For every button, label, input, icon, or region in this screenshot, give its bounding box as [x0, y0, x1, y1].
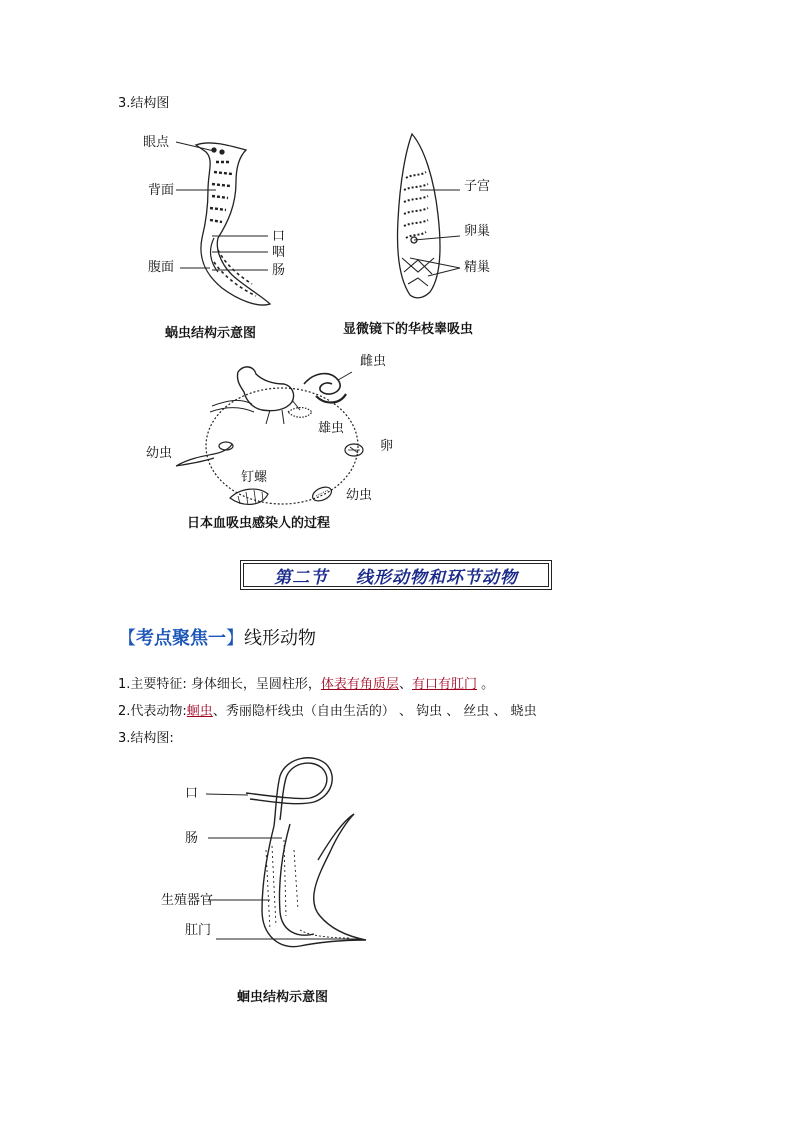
label-belly: 腹面: [148, 260, 175, 275]
section-title-box: [240, 560, 552, 590]
label-female: 雌虫: [360, 354, 387, 369]
label-male: 雄虫: [318, 421, 345, 436]
features-sep: 、: [398, 677, 412, 692]
label-pharynx: 咽: [272, 245, 286, 260]
heading-keyword: 考点聚焦一: [136, 628, 226, 649]
heading-bracket-open: 【: [118, 628, 136, 649]
features-end: 。: [476, 677, 495, 692]
focus-heading: [118, 628, 316, 650]
label-larva-right: 幼虫: [346, 488, 373, 503]
label-egg: 卵: [380, 439, 394, 454]
label-mouth: 口: [272, 229, 286, 244]
label-snail: 钉螺: [241, 470, 268, 485]
life-cycle-drawing: [0, 0, 794, 560]
rep-prefix: 2.代表动物:: [118, 704, 187, 719]
label-ovary: 卵巢: [464, 224, 491, 239]
features-prefix: 1.主要特征: 身体细长，呈圆柱形，: [118, 677, 321, 692]
label-intestine: 肠: [272, 263, 286, 278]
item-representatives: [118, 704, 537, 720]
rep-rest: 、秀丽隐杆线虫（自由生活的） 、 钩虫 、 丝虫 、 蛲虫: [212, 704, 537, 719]
label-back: 背面: [148, 183, 175, 198]
label-larva-left: 幼虫: [146, 446, 173, 461]
features-underline-1: 体表有角质层: [320, 677, 399, 692]
caption-roundworm: 蛔虫结构示意图: [237, 990, 329, 1005]
figure-roundworm: [0, 740, 794, 1020]
rep-underline-1: 蛔虫: [186, 704, 213, 719]
structure-heading: 3.结构图: [118, 96, 170, 111]
label-rw-anus: 肛门: [185, 923, 212, 938]
label-rw-intestine: 肠: [185, 831, 199, 846]
heading-topic: 线形动物: [244, 628, 316, 649]
item-features: [118, 677, 494, 693]
item-structure: 3.结构图:: [118, 731, 174, 746]
heading-bracket-close: 】: [226, 628, 244, 649]
caption-liver-fluke: 显微镜下的华枝睾吸虫: [343, 322, 474, 337]
label-rw-reproductive: 生殖器官: [161, 893, 214, 908]
caption-planarian: 蜗虫结构示意图: [165, 326, 257, 341]
label-rw-mouth: 口: [185, 786, 199, 801]
figure-life-cycle: [0, 0, 794, 560]
label-uterus: 子宫: [464, 179, 491, 194]
label-eyespot: 眼点: [143, 135, 170, 150]
caption-life-cycle: 日本血吸虫感染人的过程: [187, 516, 331, 531]
label-testis: 精巢: [464, 260, 491, 275]
section-title: 第二节 线形动物和环节动物: [274, 567, 518, 588]
features-underline-2: 有口有肛门: [411, 677, 477, 692]
roundworm-drawing: [0, 740, 794, 1020]
